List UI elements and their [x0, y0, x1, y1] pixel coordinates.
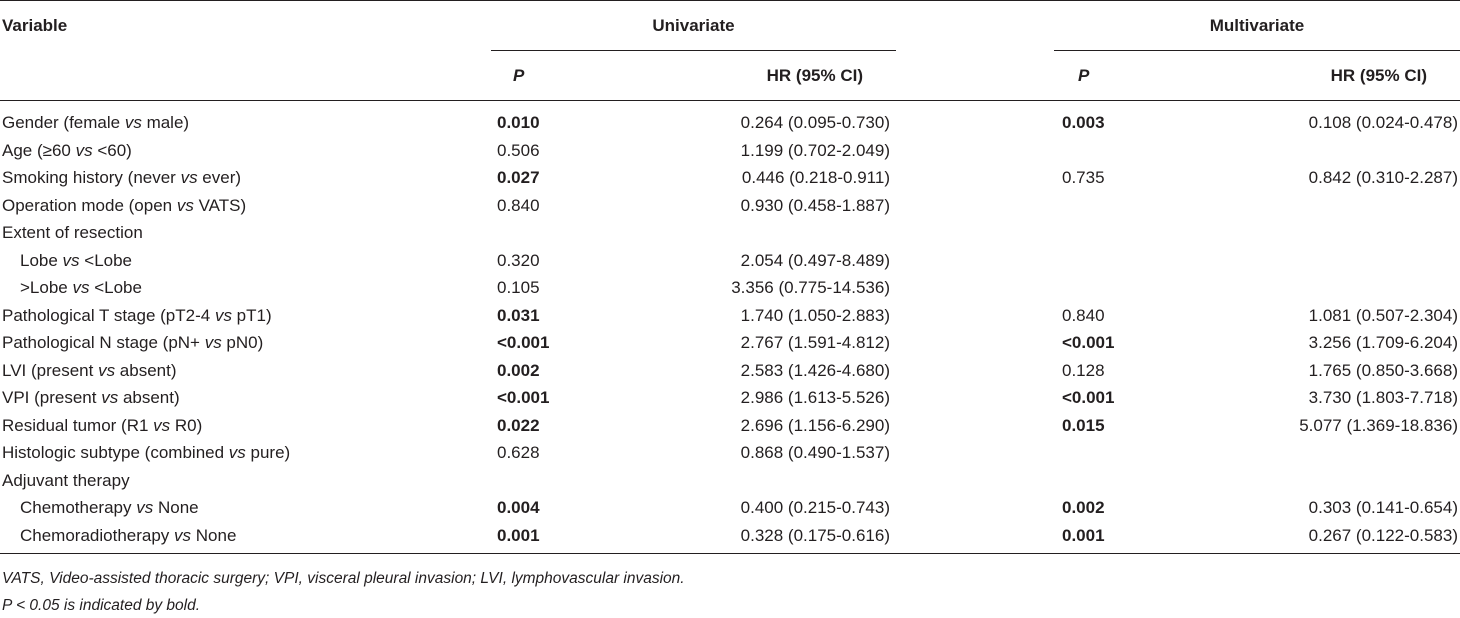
multivariate-p-value: <0.001 [1062, 388, 1115, 407]
univariate-hr-value: 1.740 (1.050-2.883) [740, 305, 890, 325]
variable-text: Chemoradiotherapy [20, 525, 175, 545]
multivariate-hr-value: 0.842 (0.310-2.287) [1308, 168, 1458, 187]
variable-text: Lobe [20, 250, 63, 270]
variable-cell [2, 471, 130, 491]
variable-cell [2, 196, 246, 216]
variable-text-tail: VATS) [193, 195, 247, 215]
table-row [0, 306, 1460, 333]
variable-text: Residual tumor (R1 [2, 415, 154, 435]
vs-text: vs [75, 140, 93, 160]
table-row [0, 278, 1460, 305]
univariate-hr-value: 0.446 (0.218-0.911) [741, 168, 890, 187]
univariate-hr-value: 2.767 (1.591-4.812) [740, 333, 890, 352]
table-row [0, 333, 1460, 360]
multivariate-span-rule [1054, 50, 1460, 51]
variable-cell [20, 251, 132, 271]
variable-text-tail: absent) [115, 360, 177, 380]
vs-text: vs [98, 360, 116, 380]
multivariate-hr-value: 3.256 (1.709-6.204) [1308, 333, 1458, 352]
univariate-hr-value: 2.696 (1.156-6.290) [740, 415, 890, 435]
multivariate-hr-value: 0.108 (0.024-0.478) [1308, 113, 1458, 132]
vs-text: vs [62, 250, 80, 270]
variable-cell [2, 416, 202, 436]
variable-text: Chemotherapy [20, 498, 137, 517]
variable-text-tail: <Lobe [79, 250, 133, 270]
multivariate-hr-value: 1.081 (0.507-2.304) [1308, 305, 1458, 325]
variable-text-tail: absent) [118, 388, 180, 407]
variable-cell [2, 443, 290, 463]
variable-text: Age (≥60 [2, 140, 76, 160]
univariate-p-value: 0.022 [497, 415, 540, 435]
univariate-hr-value: 2.054 (0.497-8.489) [740, 250, 890, 270]
univariate-p-value: 0.010 [497, 113, 540, 132]
header-multivariate: Multivariate [1209, 16, 1305, 35]
univariate-p-value: 0.002 [497, 360, 540, 380]
table-row [0, 168, 1460, 195]
variable-text: >Lobe [20, 278, 73, 297]
univariate-p-value: 0.001 [497, 525, 540, 545]
vs-text: vs [124, 113, 142, 132]
univariate-p-value: 0.628 [497, 443, 540, 462]
header-bottom-rule [0, 100, 1460, 101]
variable-text: VPI (present [2, 388, 102, 407]
vs-text: vs [174, 525, 192, 545]
vs-text: vs [214, 305, 232, 325]
header-multivariate-hr: HR (95% CI) [1330, 66, 1427, 85]
multivariate-p-value: 0.015 [1062, 415, 1105, 435]
variable-cell [20, 526, 236, 546]
table-bottom-rule [0, 553, 1460, 554]
univariate-hr-value: 0.264 (0.095-0.730) [740, 113, 890, 132]
table-row [0, 361, 1460, 388]
table-row [0, 388, 1460, 415]
univariate-hr-value: 0.400 (0.215-0.743) [740, 498, 890, 517]
variable-cell [2, 306, 272, 326]
table-row [0, 471, 1460, 498]
variable-text: Operation mode (open [2, 195, 177, 215]
variable-text-tail: pN0) [221, 333, 264, 352]
variable-cell [2, 113, 189, 133]
variable-cell [2, 388, 180, 408]
variable-text-tail: <Lobe [89, 278, 142, 297]
univariate-p-value: 0.840 [497, 195, 540, 215]
multivariate-hr-value: 0.267 (0.122-0.583) [1308, 525, 1458, 545]
variable-text-tail: pure) [245, 443, 291, 462]
table-row [0, 526, 1460, 553]
variable-text-tail: ever) [197, 168, 242, 187]
variable-text-tail: <60) [92, 140, 132, 160]
variable-text: Histologic subtype (combined [2, 443, 229, 462]
vs-text: vs [204, 333, 222, 352]
variable-text-tail: None [191, 525, 237, 545]
multivariate-hr-value: 3.730 (1.803-7.718) [1308, 388, 1458, 407]
univariate-span-rule [491, 50, 896, 51]
variable-cell [20, 498, 199, 518]
vs-text: vs [136, 498, 154, 517]
univariate-hr-value: 0.868 (0.490-1.537) [740, 443, 890, 462]
variable-cell [2, 141, 132, 161]
multivariate-p-value: 0.128 [1062, 360, 1105, 380]
variable-text: Extent of resection [2, 223, 143, 242]
header-multivariate-p: P [1078, 66, 1090, 85]
footnote-abbreviations: VATS, Video-assisted thoracic surgery; VPI, visceral pleural invasion; LVI, lymphovascular invasion. [2, 570, 685, 587]
table-row [0, 223, 1460, 250]
variable-text: LVI (present [2, 360, 99, 380]
variable-text-tail: male) [141, 113, 190, 132]
multivariate-hr-value: 1.765 (0.850-3.668) [1308, 360, 1458, 380]
variable-cell [2, 333, 263, 353]
table-row [0, 251, 1460, 278]
univariate-p-value: <0.001 [497, 388, 550, 407]
variable-text: Adjuvant therapy [2, 470, 130, 490]
variable-text: Gender (female [2, 113, 125, 132]
multivariate-p-value: 0.840 [1062, 305, 1105, 325]
variable-text: Pathological N stage (pN+ [2, 333, 205, 352]
footnote-bold-note: P < 0.05 is indicated by bold. [2, 597, 201, 614]
variable-cell [2, 223, 143, 243]
variable-text-tail: None [153, 498, 199, 517]
multivariate-hr-value: 5.077 (1.369-18.836) [1299, 415, 1458, 435]
vs-text: vs [153, 415, 171, 435]
multivariate-p-value: <0.001 [1062, 333, 1115, 352]
header-univariate-p: P [513, 66, 525, 85]
multivariate-p-value: 0.001 [1062, 525, 1105, 545]
variable-cell [2, 168, 241, 188]
univariate-p-value: 0.320 [497, 250, 540, 270]
variable-cell [20, 278, 142, 298]
univariate-p-value: 0.031 [497, 305, 540, 325]
header-variable: Variable [2, 16, 68, 35]
table-row [0, 141, 1460, 168]
multivariate-p-value: 0.003 [1062, 113, 1105, 132]
variable-text-tail: pT1) [231, 305, 272, 325]
univariate-hr-value: 2.583 (1.426-4.680) [740, 360, 890, 380]
variable-cell [2, 361, 177, 381]
header-univariate-hr: HR (95% CI) [766, 66, 863, 85]
univariate-hr-value: 3.356 (0.775-14.536) [731, 278, 890, 297]
header-univariate: Univariate [652, 16, 735, 35]
univariate-p-value: 0.506 [497, 140, 540, 160]
univariate-p-value: <0.001 [497, 333, 550, 352]
multivariate-p-value: 0.002 [1062, 498, 1105, 517]
univariate-hr-value: 0.930 (0.458-1.887) [740, 195, 890, 215]
vs-text: vs [180, 168, 198, 187]
univariate-p-value: 0.027 [497, 168, 540, 187]
variable-text: Smoking history (never [2, 168, 181, 187]
univariate-hr-value: 1.199 (0.702-2.049) [740, 140, 890, 160]
multivariate-hr-value: 0.303 (0.141-0.654) [1308, 498, 1458, 517]
table-row [0, 443, 1460, 470]
table-row [0, 416, 1460, 443]
table-row [0, 498, 1460, 525]
univariate-hr-value: 0.328 (0.175-0.616) [740, 525, 890, 545]
vs-text: vs [176, 195, 194, 215]
table-top-rule [0, 0, 1460, 1]
univariate-p-value: 0.105 [497, 278, 540, 297]
vs-text: vs [72, 278, 90, 297]
table-row [0, 196, 1460, 223]
vs-text: vs [101, 388, 119, 407]
vs-text: vs [228, 443, 246, 462]
variable-text-tail: R0) [170, 415, 203, 435]
univariate-hr-value: 2.986 (1.613-5.526) [740, 388, 890, 407]
table-row [0, 113, 1460, 140]
univariate-p-value: 0.004 [497, 498, 540, 517]
variable-text: Pathological T stage (pT2-4 [2, 305, 215, 325]
multivariate-p-value: 0.735 [1062, 168, 1105, 187]
